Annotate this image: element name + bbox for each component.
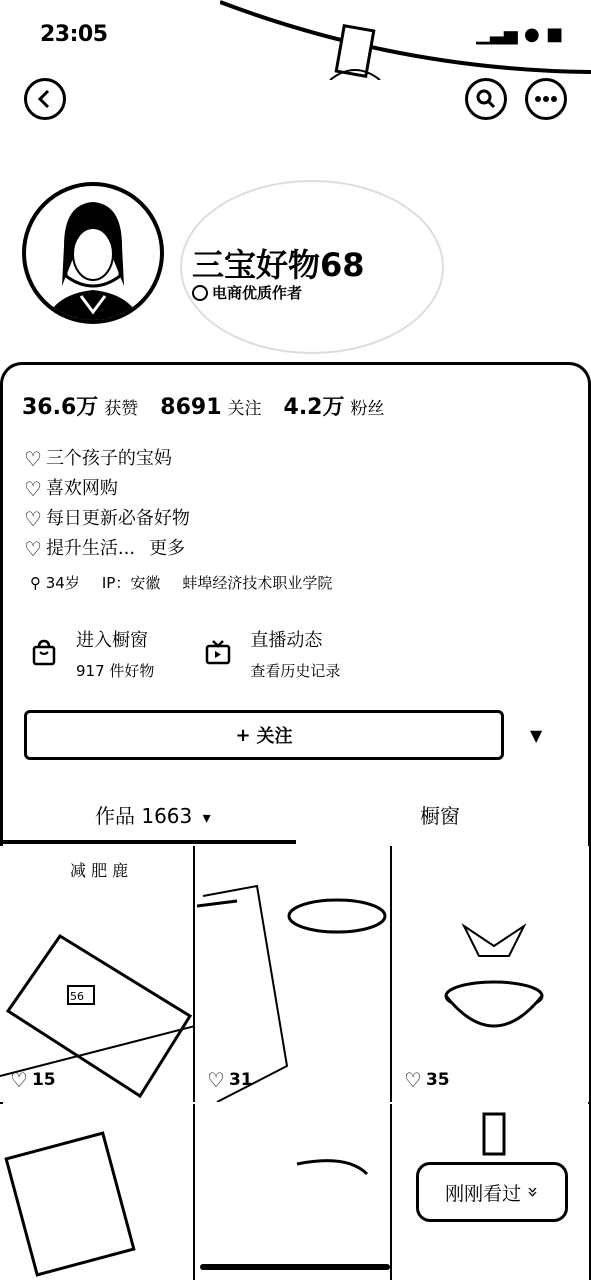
tab-works[interactable]: 作品 1663 ▾: [95, 804, 211, 828]
bio-line: 提升生活...: [45, 538, 136, 559]
follow-label: 关注: [256, 726, 293, 747]
tab-indicator: [0, 840, 296, 844]
age-tag: ⚲ 34岁: [30, 574, 80, 592]
bowl-product-image: [394, 846, 589, 1102]
avatar[interactable]: [22, 182, 164, 324]
badge-label: 电商优质作者: [212, 284, 303, 302]
search-button[interactable]: [465, 78, 507, 120]
heart-icon: ♡: [24, 477, 42, 501]
bio-line: 每日更新必备好物: [45, 508, 190, 529]
scale-product-image: [0, 846, 195, 1102]
shop-window-title: 进入橱窗: [76, 630, 148, 651]
video-thumbnail[interactable]: [197, 1104, 392, 1280]
live-history-entry[interactable]: [204, 626, 340, 681]
back-button[interactable]: [24, 78, 66, 120]
bio-more-link[interactable]: 更多: [149, 538, 186, 559]
video-thumbnail[interactable]: [197, 846, 392, 1102]
more-dots-icon: [534, 94, 558, 104]
heart-icon: ♡: [404, 1068, 422, 1092]
recently-viewed-button[interactable]: [416, 1162, 568, 1222]
like-count: ♡ 15: [10, 1068, 56, 1092]
heart-icon: ♡: [24, 507, 42, 531]
svg-text:减 肥 鹿: 减 肥 鹿: [70, 861, 129, 880]
tv-icon: [204, 638, 232, 666]
video-thumbnail[interactable]: [394, 846, 589, 1102]
chevron-left-icon: [34, 88, 56, 110]
shop-window-count: 917 件好物: [76, 662, 155, 680]
recently-viewed-label: 刚刚看过: [445, 1182, 522, 1205]
heart-icon: ♡: [10, 1068, 28, 1092]
nickname: 三宝好物68: [192, 246, 365, 284]
bio-line: 喜欢网购: [45, 478, 118, 499]
stat-following[interactable]: 8691 关注: [160, 395, 262, 420]
badge-icon: [192, 285, 208, 301]
like-count: ♡ 35: [404, 1068, 450, 1092]
product-image: [197, 1104, 392, 1280]
profile-meta: [30, 572, 332, 593]
product-image: [0, 1104, 195, 1280]
home-indicator: [200, 1264, 390, 1270]
search-icon: [475, 88, 497, 110]
stat-followers[interactable]: 4.2万 粉丝: [283, 395, 385, 420]
follow-button[interactable]: [24, 710, 504, 760]
stats-row: [22, 390, 385, 421]
live-sub: 查看历史记录: [250, 662, 341, 680]
bio: [24, 444, 190, 564]
shop-window-entry[interactable]: [30, 626, 154, 681]
heart-icon: ♡: [207, 1068, 225, 1092]
person-portrait-icon: [26, 186, 160, 320]
heart-icon: ♡: [24, 537, 42, 561]
creator-badge[interactable]: [192, 282, 302, 303]
more-button[interactable]: [525, 78, 567, 120]
ip-tag: IP：安徽: [101, 574, 161, 592]
stat-likes[interactable]: 36.6万 获赞: [22, 395, 139, 420]
svg-text:56: 56: [70, 990, 84, 1003]
shopping-bag-icon: [30, 638, 58, 666]
tab-shop-window[interactable]: 橱窗: [420, 804, 460, 828]
like-count: ♡ 31: [207, 1068, 253, 1092]
video-thumbnail[interactable]: [0, 1104, 195, 1280]
recommend-dropdown-button[interactable]: ▼: [530, 726, 543, 745]
shortcut-row: [30, 626, 340, 681]
plus-icon: +: [235, 724, 251, 746]
caret-down-icon: ▾: [202, 808, 211, 827]
school-tag[interactable]: 蚌埠经济技术职业学院: [182, 574, 333, 592]
status-icons: ▁▃▅ ● ■: [476, 24, 563, 45]
video-thumbnail[interactable]: [0, 846, 195, 1102]
status-time: 23:05: [40, 22, 108, 47]
bio-line: 三个孩子的宝妈: [45, 448, 172, 469]
gender-icon: ⚲: [30, 574, 46, 592]
bowl-product-image: [197, 846, 392, 1102]
live-title: 直播动态: [250, 630, 323, 651]
heart-icon: ♡: [24, 447, 42, 471]
chevron-double-down-icon: »: [522, 1186, 544, 1198]
